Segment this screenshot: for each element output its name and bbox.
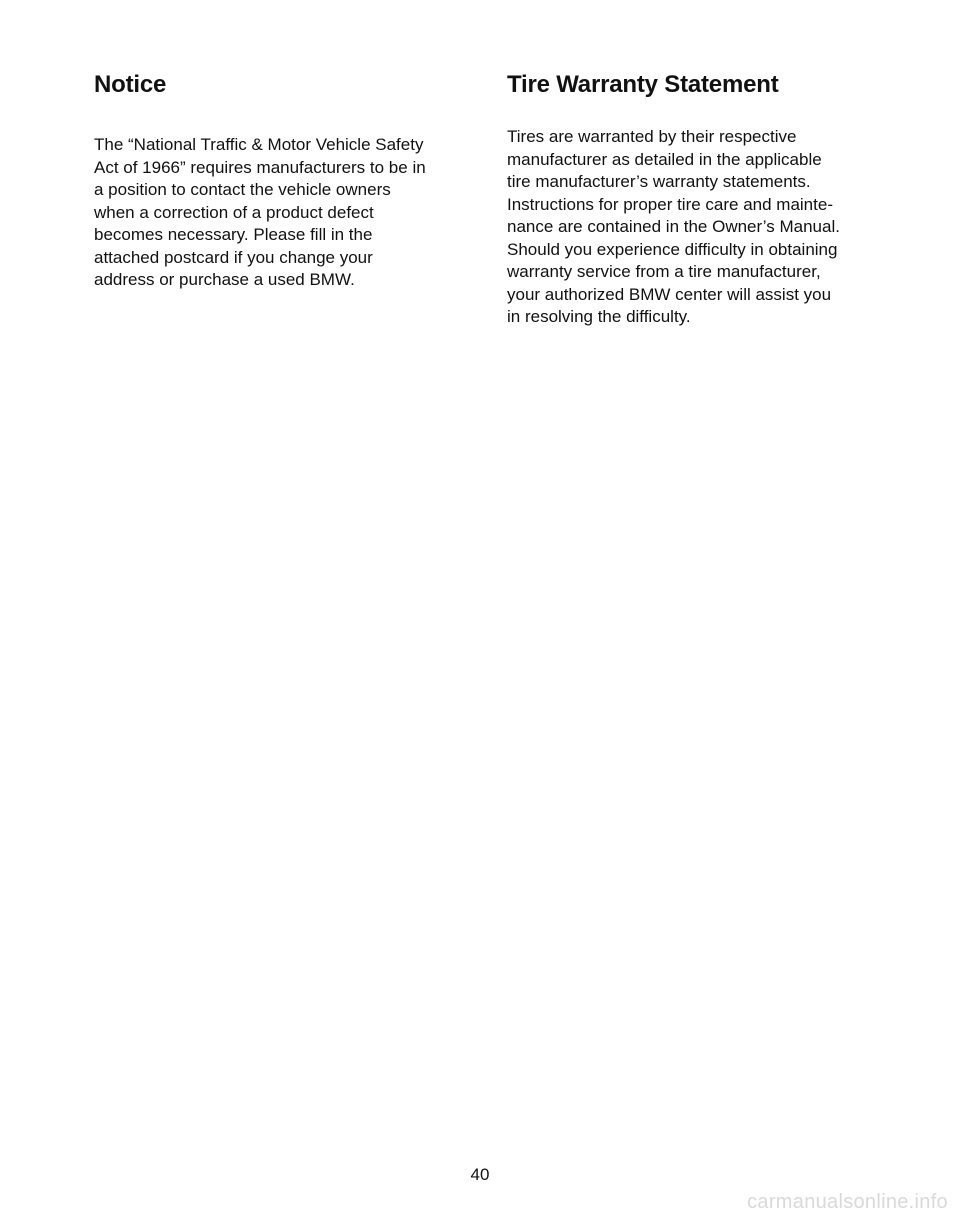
tire-warranty-line: manufacturer as detailed in the applicable	[507, 149, 822, 169]
tire-warranty-line: Instructions for proper tire care and mainte-	[507, 194, 833, 214]
page-number: 40	[470, 1165, 490, 1184]
notice-line: attached postcard if you change your	[94, 247, 373, 267]
tire-warranty-line: in resolving the difficulty.	[507, 307, 691, 326]
notice-section	[94, 70, 474, 292]
tire-warranty-line: your authorized BMW center will assist you	[507, 284, 832, 304]
watermark: carmanualsonline.info	[747, 1191, 948, 1213]
tire-warranty-section	[507, 70, 902, 329]
tire-warranty-line: warranty service from a tire manufacturer,	[507, 262, 821, 281]
notice-line: address or purchase a used BMW.	[94, 270, 355, 289]
tire-warranty-line: Should you experience difficulty in obtaining	[507, 239, 838, 259]
notice-line: becomes necessary. Please fill in the	[94, 225, 373, 244]
notice-paragraph	[94, 134, 474, 292]
tire-warranty-heading: Tire Warranty Statement	[507, 71, 779, 98]
notice-line: Act of 1966” requires manufacturers to be in	[94, 157, 426, 177]
notice-line: when a correction of a product defect	[94, 202, 374, 222]
tire-warranty-line: nance are contained in the Owner’s Manual.	[507, 217, 840, 236]
tire-warranty-line: tire manufacturer’s warranty statements.	[507, 172, 811, 191]
tire-warranty-line: Tires are warranted by their respective	[507, 127, 797, 146]
notice-line: a position to contact the vehicle owners	[94, 180, 391, 199]
notice-line: The “National Traffic & Motor Vehicle Safety	[94, 135, 424, 154]
tire-warranty-paragraph	[507, 126, 902, 329]
notice-heading: Notice	[94, 71, 167, 98]
